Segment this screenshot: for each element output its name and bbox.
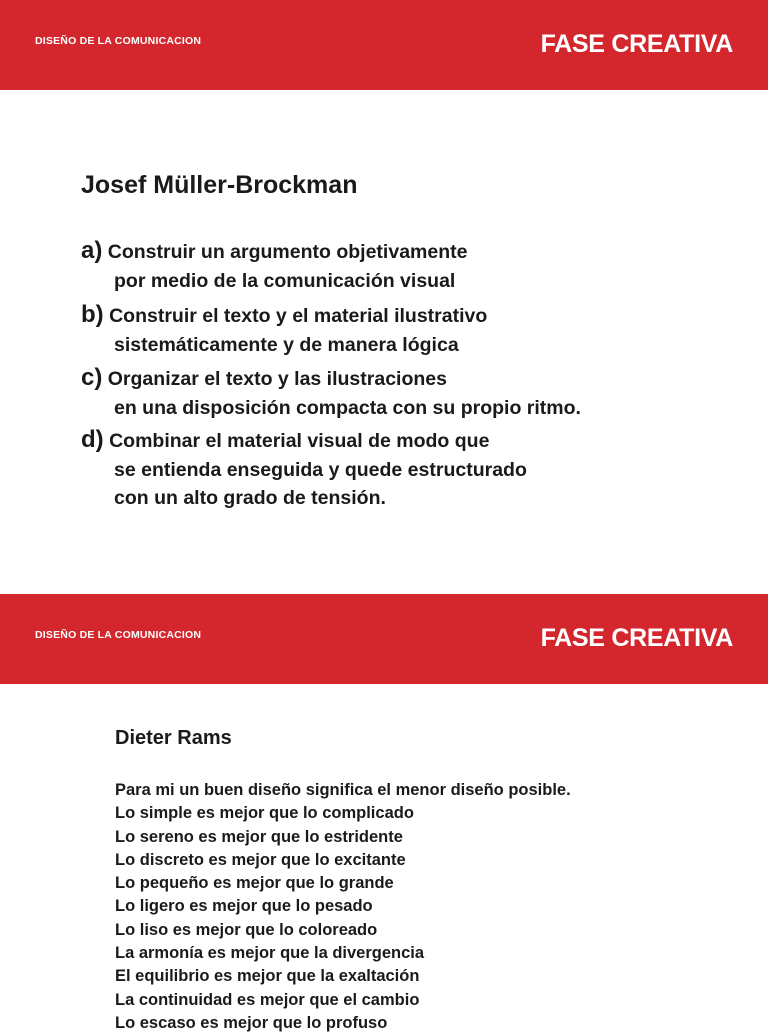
slide2-principles-list bbox=[115, 779, 571, 1035]
item-c-letter: c) bbox=[81, 364, 103, 391]
item-a-letter: a) bbox=[81, 237, 103, 264]
slide2-banner bbox=[0, 594, 768, 684]
list-item: Lo escaso es mejor que lo profuso bbox=[115, 1013, 388, 1032]
item-c-line2: en una disposición compacta con su propio ritmo. bbox=[114, 396, 581, 419]
item-b-line2: sistemáticamente y de manera lógica bbox=[114, 333, 459, 356]
item-c-line1: Organizar el texto y las ilustraciones bbox=[107, 368, 447, 390]
item-a-line1: Construir un argumento objetivamente bbox=[107, 241, 468, 263]
list-item: Lo liso es mejor que lo coloreado bbox=[115, 920, 378, 939]
slide2-title: Dieter Rams bbox=[115, 727, 232, 749]
list-item: El equilibrio es mejor que la exaltación bbox=[115, 967, 420, 986]
list-item: Lo ligero es mejor que lo pesado bbox=[115, 897, 373, 916]
slide2-banner-phase: FASE CREATIVA bbox=[540, 624, 733, 652]
slide1-item-b bbox=[81, 301, 487, 359]
item-d-line2: se entienda enseguida y quede estructurado bbox=[114, 458, 527, 481]
slide1-banner-phase: FASE CREATIVA bbox=[540, 30, 733, 58]
slide2-banner-subject: DISEÑO DE LA COMUNICACION bbox=[35, 629, 202, 641]
item-a-line2: por medio de la comunicación visual bbox=[114, 269, 456, 292]
item-b-line1: Construir el texto y el material ilustrativo bbox=[109, 305, 488, 327]
slide1-banner-subject: DISEÑO DE LA COMUNICACION bbox=[35, 35, 202, 47]
item-d-line3: con un alto grado de tensión. bbox=[114, 487, 386, 509]
list-item: La continuidad es mejor que el cambio bbox=[115, 990, 420, 1009]
slide1-title: Josef Müller-Brockman bbox=[81, 171, 358, 199]
list-item: La armonía es mejor que la divergencia bbox=[115, 944, 425, 963]
list-item: Lo pequeño es mejor que lo grande bbox=[115, 874, 394, 893]
list-item: Lo simple es mejor que lo complicado bbox=[115, 804, 414, 823]
slide1-item-c bbox=[81, 364, 581, 422]
list-item: Para mi un buen diseño significa el menor diseño posible. bbox=[115, 781, 571, 799]
slide1-item-d bbox=[81, 426, 527, 513]
list-item: Lo sereno es mejor que lo estridente bbox=[115, 827, 403, 846]
item-d-letter: d) bbox=[81, 426, 104, 453]
item-d-line1: Combinar el material visual de modo que bbox=[109, 430, 490, 452]
item-b-letter: b) bbox=[81, 301, 104, 328]
list-item: Lo discreto es mejor que lo excitante bbox=[115, 850, 406, 869]
slide1-item-a bbox=[81, 237, 467, 295]
slide1-banner bbox=[0, 0, 768, 90]
